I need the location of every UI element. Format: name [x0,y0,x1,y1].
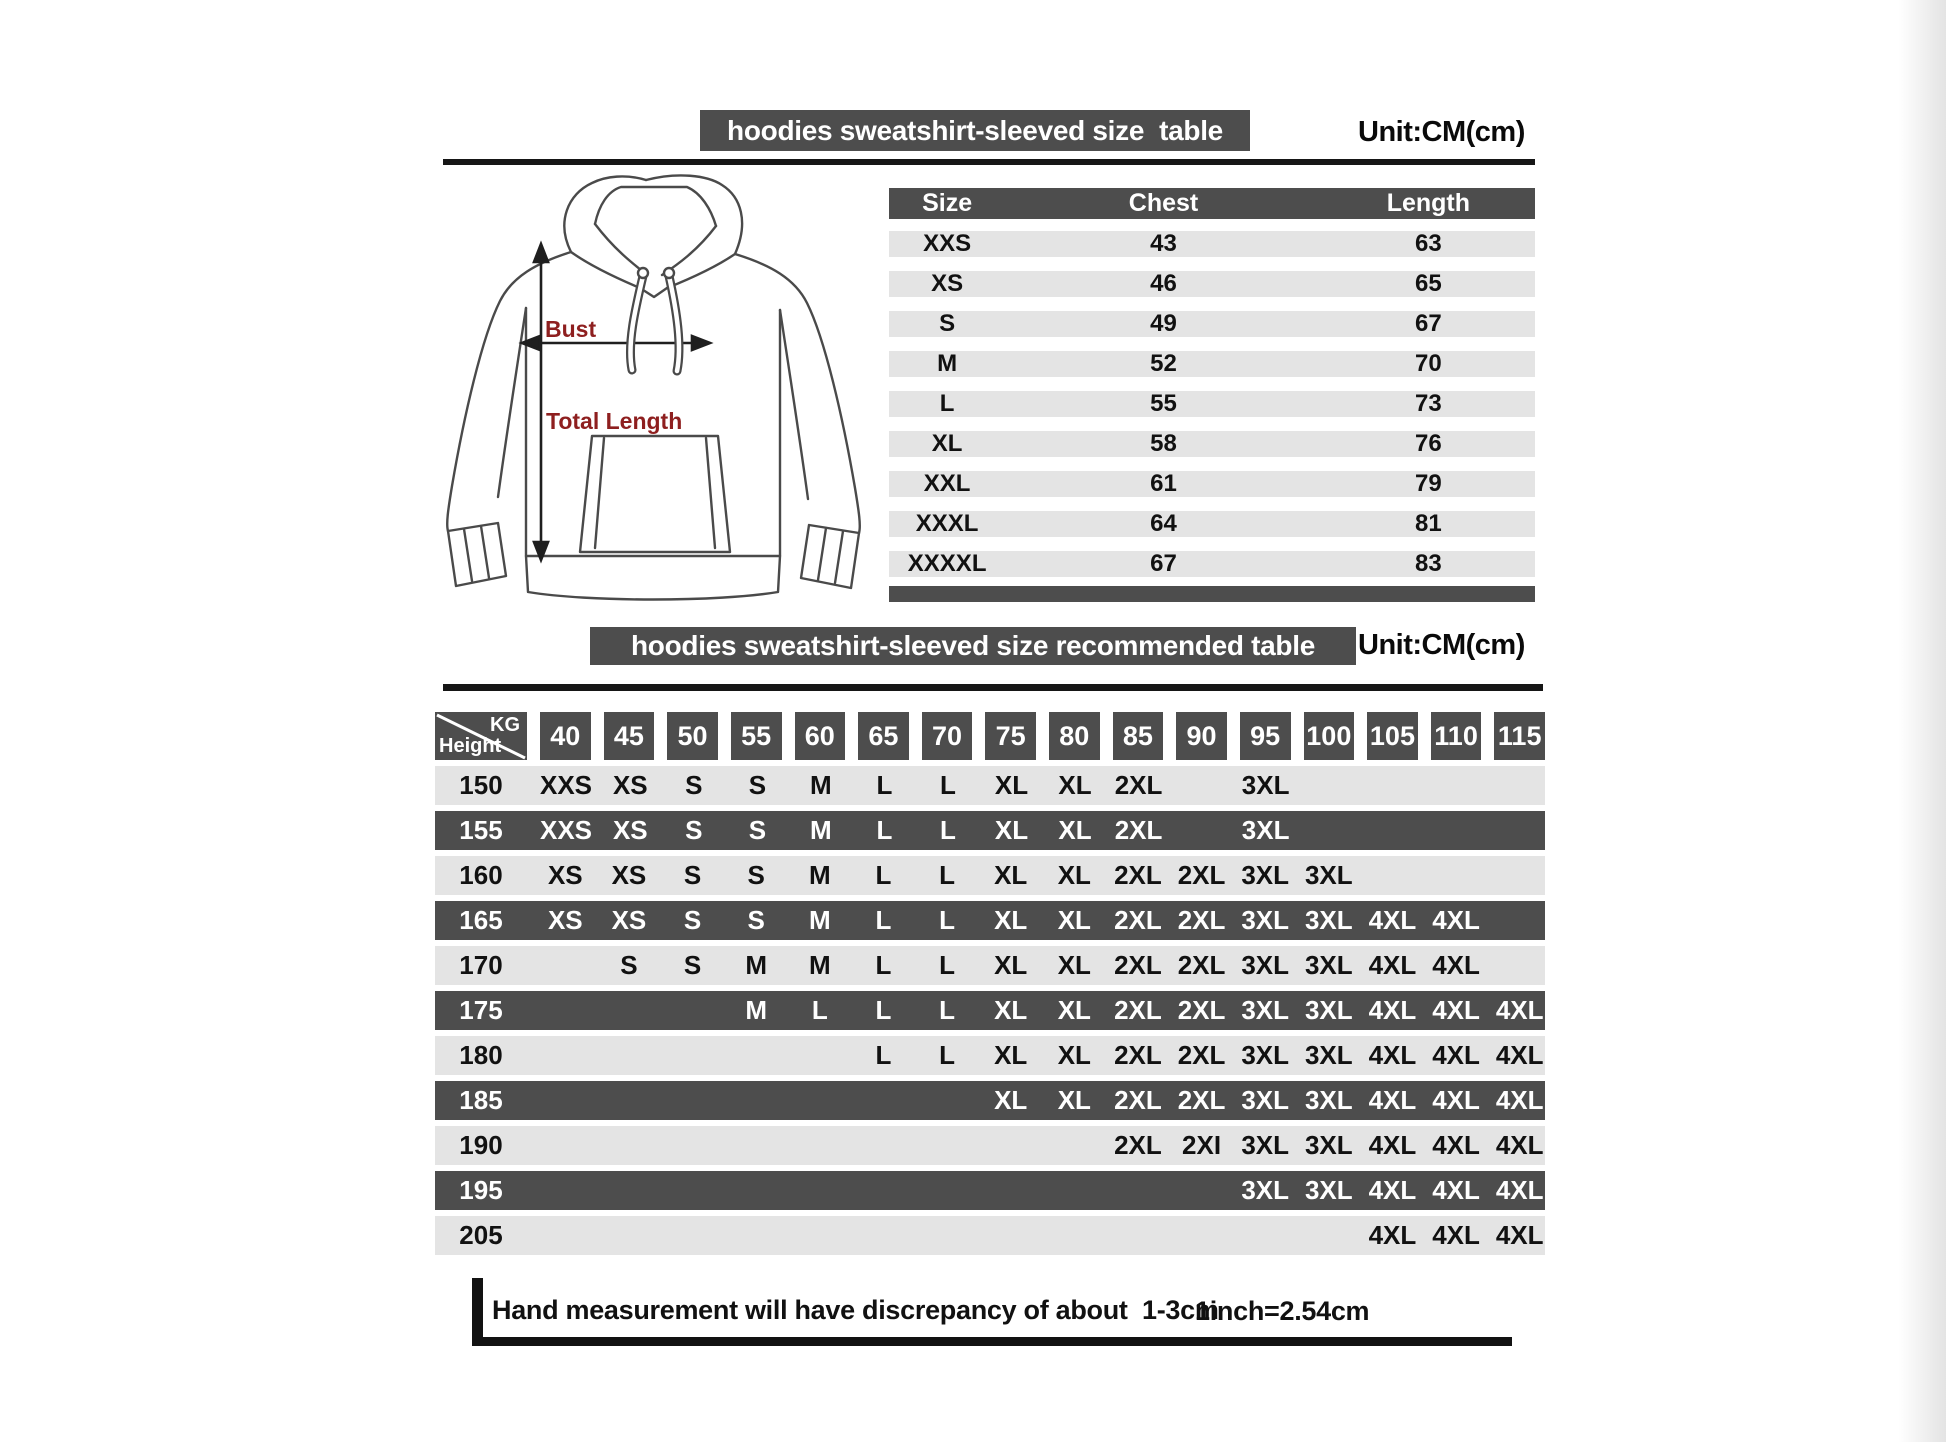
matrix-cell [540,991,591,1030]
matrix-cell: XL [994,1040,1028,1070]
matrix-cell: 3XL [1304,950,1353,980]
matrix-cell [1494,901,1545,940]
matrix-cell: S [747,905,765,935]
matrix-cell: 4XL [1432,905,1480,935]
matrix-cell: 4XL [1368,1040,1417,1070]
matrix-cell: 4XL [1368,1220,1417,1250]
matrix-cell [1176,1171,1227,1210]
length-cell: 83 [1415,550,1442,577]
matrix-cell [1431,856,1482,895]
weight-header-cell: 55 [731,712,782,760]
matrix-cell: 3XL [1304,1175,1353,1205]
matrix-cell [1367,856,1418,895]
total-length-label: Total Length [546,408,683,434]
matrix-cell [858,1126,909,1165]
size-table-row [889,391,1535,417]
matrix-cell [604,1036,655,1075]
length-column-header: Length [1386,189,1471,217]
matrix-cell [731,1081,782,1120]
size-table-row [889,471,1535,497]
matrix-row [435,766,1545,805]
matrix-cell: M [810,770,832,800]
matrix-cell: 3XL [1304,1085,1353,1115]
matrix-cell [1177,766,1228,805]
weight-header-cell: 50 [667,712,718,760]
height-cell: 160 [459,860,503,890]
recommended-table-title-bar: hoodies sweatshirt-sleeved size recommended table [590,627,1356,665]
matrix-cell: L [875,905,892,935]
matrix-cell: XL [1057,995,1091,1025]
size-cell: L [939,390,955,417]
matrix-cell: 4XL [1495,1085,1544,1115]
matrix-cell: 2XL [1177,995,1226,1025]
inch-conversion: 1inch=2.54cm [1195,1296,1370,1326]
matrix-cell: 2XL [1177,860,1226,890]
matrix-cell [795,1171,846,1210]
size-table-footer-bar [889,586,1535,602]
matrix-cell: M [745,950,768,980]
matrix-cell [604,1171,655,1210]
hood-opening [595,187,716,226]
size-table-row [889,431,1535,457]
matrix-cell [858,1171,909,1210]
matrix-cell: XL [994,995,1028,1025]
matrix-cell [731,1126,782,1165]
matrix-cell: 3XL [1241,1040,1290,1070]
matrix-cell [731,1036,782,1075]
matrix-cell [795,1036,846,1075]
matrix-cell: 4XL [1368,1175,1417,1205]
size-column-header: Size [922,189,973,217]
matrix-cell [985,1171,1036,1210]
chest-cell: 64 [1150,510,1177,537]
chest-cell: 61 [1150,470,1177,497]
matrix-cell: S [748,815,767,845]
footnote-bottom-bar [472,1337,1512,1346]
weight-header-cell: 105 [1367,712,1418,760]
matrix-cell: XL [1057,1040,1091,1070]
size-cell: XS [931,270,964,297]
matrix-cell [604,1126,655,1165]
chest-cell: 49 [1150,310,1177,337]
matrix-cell: 2XL [1177,905,1226,935]
matrix-cell: XL [994,1085,1028,1115]
size-cell: S [939,310,956,337]
matrix-cell [1304,766,1355,805]
weight-header-cell: 75 [985,712,1036,760]
matrix-cell [604,1216,655,1255]
matrix-cell [1304,1216,1355,1255]
matrix-cell: L [875,1040,892,1070]
bust-label: Bust [545,316,597,342]
chest-cell: 46 [1150,270,1177,297]
chest-cell: 43 [1150,230,1177,257]
chest-cell: 58 [1150,430,1177,457]
size-table-row [889,351,1535,377]
matrix-cell [1177,811,1228,850]
matrix-cell: M [745,995,768,1025]
matrix-cell: 2XL [1177,1085,1226,1115]
matrix-cell: 4XL [1432,1040,1480,1070]
matrix-cell: XS [547,905,583,935]
matrix-cell [1049,1216,1100,1255]
size-table-title-bar: hoodies sweatshirt-sleeved size table [700,110,1250,151]
weight-header-cell: 95 [1240,712,1291,760]
height-cell: 185 [459,1085,503,1115]
matrix-cell [1049,1171,1100,1210]
height-cell: 170 [459,950,503,980]
matrix-cell [795,1081,846,1120]
height-label: Height [439,735,502,757]
matrix-cell: XXS [540,815,593,845]
length-cell: 73 [1415,390,1442,417]
matrix-cell: 2XL [1114,860,1162,890]
matrix-cell [1240,1216,1291,1255]
matrix-cell: XS [612,770,648,800]
middle-divider [443,684,1543,691]
size-table-row [889,551,1535,577]
matrix-cell: 4XL [1368,1085,1417,1115]
matrix-cell: L [939,950,955,980]
hem-band [526,556,780,600]
matrix-cell: 3XL [1241,1130,1290,1160]
matrix-cell: 2XL [1114,770,1163,800]
matrix-cell: L [940,815,956,845]
matrix-cell: L [939,995,955,1025]
chest-cell: 52 [1150,350,1177,377]
height-cell: 155 [459,815,503,845]
size-cell: XXL [923,470,971,497]
matrix-cell [604,991,655,1030]
matrix-cell [1113,1216,1164,1255]
matrix-cell [667,991,718,1030]
size-cell: XXS [923,230,972,257]
chest-cell: 67 [1150,550,1177,577]
height-cell: 165 [459,905,503,935]
matrix-cell: L [875,950,892,980]
matrix-cell: XL [994,770,1029,800]
matrix-cell [540,946,591,985]
matrix-cell: 4XL [1495,1040,1544,1070]
matrix-cell [604,1081,655,1120]
matrix-cell: 4XL [1368,905,1417,935]
matrix-row [435,991,1545,1030]
recommended-table [435,712,1545,1255]
matrix-cell: XL [994,905,1028,935]
matrix-cell: L [876,770,893,800]
matrix-cell [922,1081,973,1120]
matrix-cell: S [683,950,702,980]
matrix-cell: 4XL [1368,1130,1417,1160]
matrix-cell [1494,856,1545,895]
matrix-row [435,1036,1545,1075]
matrix-cell [667,1171,718,1210]
matrix-cell [540,1171,591,1210]
matrix-cell: 3XL [1241,1085,1290,1115]
matrix-cell: L [875,995,892,1025]
top-divider [443,159,1535,165]
matrix-row [435,946,1545,985]
size-table [889,188,1535,602]
matrix-cell: XL [994,950,1028,980]
matrix-cell: XL [1058,815,1092,845]
weight-header-cell: 110 [1431,712,1482,760]
matrix-cell: XS [611,860,647,890]
length-cell: 79 [1415,470,1442,497]
matrix-cell [540,1081,591,1120]
matrix-cell [858,1216,909,1255]
matrix-cell [1113,1171,1164,1210]
matrix-cell [1367,766,1418,805]
matrix-row [435,1126,1545,1165]
matrix-cell: M [808,950,831,980]
height-cell: 205 [459,1220,503,1250]
matrix-cell [922,1171,973,1210]
matrix-cell: M [808,905,831,935]
length-cell: 76 [1415,430,1442,457]
matrix-cell [731,1171,782,1210]
matrix-cell [1367,811,1418,850]
length-cell: 63 [1415,230,1442,257]
matrix-cell [1494,766,1545,805]
matrix-cell: 4XL [1495,1175,1544,1205]
matrix-body [435,766,1545,1255]
matrix-cell: XXS [540,770,593,800]
matrix-cell: XS [612,815,648,845]
size-cell: M [937,350,958,377]
weight-header-cell: 100 [1304,712,1355,760]
matrix-cell: XL [1057,905,1091,935]
matrix-cell: XL [994,860,1028,890]
matrix-cell: XL [1057,950,1091,980]
matrix-cell: 4XL [1432,1130,1480,1160]
kg-label: KG [490,714,520,736]
matrix-cell [795,1126,846,1165]
matrix-row [435,901,1545,940]
matrix-cell: L [876,815,893,845]
matrix-cell: 3XL [1241,1175,1290,1205]
matrix-cell: S [683,860,702,890]
recommended-table-unit-label: Unit:CM(cm) [1358,629,1525,661]
height-cell: 150 [459,770,503,800]
matrix-cell: 3XL [1241,905,1290,935]
footnote [472,1278,1532,1364]
size-table-unit-label: Unit:CM(cm) [1358,116,1525,148]
matrix-cell: XL [1057,1085,1091,1115]
matrix-cell: XL [1058,770,1092,800]
size-table-header [889,188,1535,219]
matrix-corner-cell [435,712,527,760]
matrix-cell [540,1126,591,1165]
weight-header-cell: 80 [1049,712,1100,760]
matrix-cell: 3XL [1241,860,1290,890]
length-cell: 81 [1415,510,1442,537]
size-cell: XL [931,430,963,457]
matrix-cell: 4XL [1495,995,1544,1025]
right-edge-shadow [1898,0,1946,1442]
matrix-cell [985,1126,1036,1165]
weight-header-cell: 115 [1494,712,1545,760]
length-cell: 67 [1415,310,1442,337]
matrix-cell [667,1036,718,1075]
size-table-row [889,311,1535,337]
matrix-cell [858,1081,909,1120]
matrix-cell: 2XL [1114,995,1162,1025]
matrix-cell: 4XL [1368,950,1417,980]
length-cell: 65 [1415,270,1442,297]
hoodie-diagram [430,168,882,638]
matrix-cell: 2XL [1114,1040,1162,1070]
height-cell: 190 [459,1130,503,1160]
matrix-cell: XS [547,860,583,890]
matrix-cell: 4XL [1368,995,1417,1025]
matrix-cell [922,1126,973,1165]
matrix-cell: L [939,1040,955,1070]
size-cell: XXXL [915,510,979,537]
matrix-cell: XS [611,905,647,935]
matrix-cell [795,1216,846,1255]
matrix-cell: L [940,770,956,800]
height-cell: 195 [459,1175,503,1205]
matrix-cell: 2XL [1114,950,1162,980]
size-table-body [889,231,1535,577]
matrix-cell: 4XL [1432,995,1480,1025]
matrix-row [435,811,1545,850]
matrix-cell: 2XI [1182,1130,1222,1160]
matrix-row [435,856,1545,895]
size-table-row [889,231,1535,257]
matrix-cell: 2XL [1114,815,1163,845]
drawstrings [630,268,679,371]
height-cell: 180 [459,1040,503,1070]
size-table-row [889,511,1535,537]
matrix-cell: 4XL [1432,950,1480,980]
footnote-text: Hand measurement will have discrepancy of about 1-3cm [492,1295,1219,1325]
matrix-cell: 3XL [1304,860,1353,890]
size-table-row [889,271,1535,297]
matrix-cell: S [747,860,765,890]
matrix-cell [1494,946,1545,985]
length-cell: 70 [1415,350,1442,377]
matrix-cell: 2XL [1114,905,1162,935]
matrix-cell: 3XL [1304,905,1353,935]
matrix-cell: XL [1057,860,1091,890]
matrix-cell [1049,1126,1100,1165]
matrix-cell [1304,811,1355,850]
matrix-cell [540,1036,591,1075]
matrix-cell: S [748,770,767,800]
matrix-cell: 3XL [1304,1040,1353,1070]
matrix-header-row [435,712,1545,760]
weight-header-cell: 60 [795,712,846,760]
matrix-cell: 4XL [1432,1175,1480,1205]
matrix-cell [922,1216,973,1255]
matrix-cell: S [620,950,638,980]
matrix-cell [731,1216,782,1255]
size-cell: XXXXL [907,550,987,577]
weight-header-cell: 40 [540,712,591,760]
matrix-cell: M [810,815,832,845]
matrix-cell: 2XL [1114,1085,1162,1115]
matrix-cell [1176,1216,1227,1255]
right-cuff [801,525,859,588]
matrix-cell [667,1216,718,1255]
matrix-cell: L [875,860,892,890]
height-cell: 175 [459,995,503,1025]
chest-column-header: Chest [1128,189,1199,217]
footnote-left-bar [472,1278,483,1346]
matrix-cell: 3XL [1241,815,1290,845]
matrix-cell: 3XL [1241,995,1290,1025]
matrix-cell: 4XL [1432,1085,1480,1115]
matrix-cell: 3XL [1304,1130,1353,1160]
matrix-cell: L [811,995,828,1025]
matrix-cell: XL [994,815,1029,845]
matrix-cell: 4XL [1495,1220,1544,1250]
matrix-cell: 3XL [1241,950,1290,980]
matrix-row [435,1216,1545,1255]
matrix-cell [1431,766,1482,805]
matrix-cell: 2XL [1114,1130,1162,1160]
matrix-cell: L [939,860,955,890]
matrix-cell: S [683,905,702,935]
matrix-cell [540,1216,591,1255]
weight-header-cell: 65 [858,712,909,760]
matrix-row [435,1171,1545,1210]
matrix-cell: 3XL [1304,995,1353,1025]
matrix-cell: 4XL [1495,1130,1544,1160]
weight-header-cell: 45 [604,712,655,760]
matrix-cell: 3XL [1241,770,1290,800]
matrix-cell [667,1126,718,1165]
matrix-cell: 4XL [1432,1220,1480,1250]
matrix-cell: S [685,770,703,800]
matrix-cell: S [685,815,703,845]
matrix-cell [1431,811,1482,850]
weight-header-cell: 70 [922,712,973,760]
matrix-cell [1494,811,1545,850]
matrix-cell [985,1216,1036,1255]
matrix-cell: 2XL [1177,950,1226,980]
matrix-cell [667,1081,718,1120]
weight-header-cell: 90 [1176,712,1227,760]
matrix-cell: 2XL [1177,1040,1226,1070]
left-cuff [448,523,506,586]
total-length-arrow [534,244,548,560]
matrix-cell: L [939,905,955,935]
chest-cell: 55 [1150,390,1177,417]
weight-header-cell: 85 [1113,712,1164,760]
matrix-row [435,1081,1545,1120]
matrix-cell: M [808,860,831,890]
